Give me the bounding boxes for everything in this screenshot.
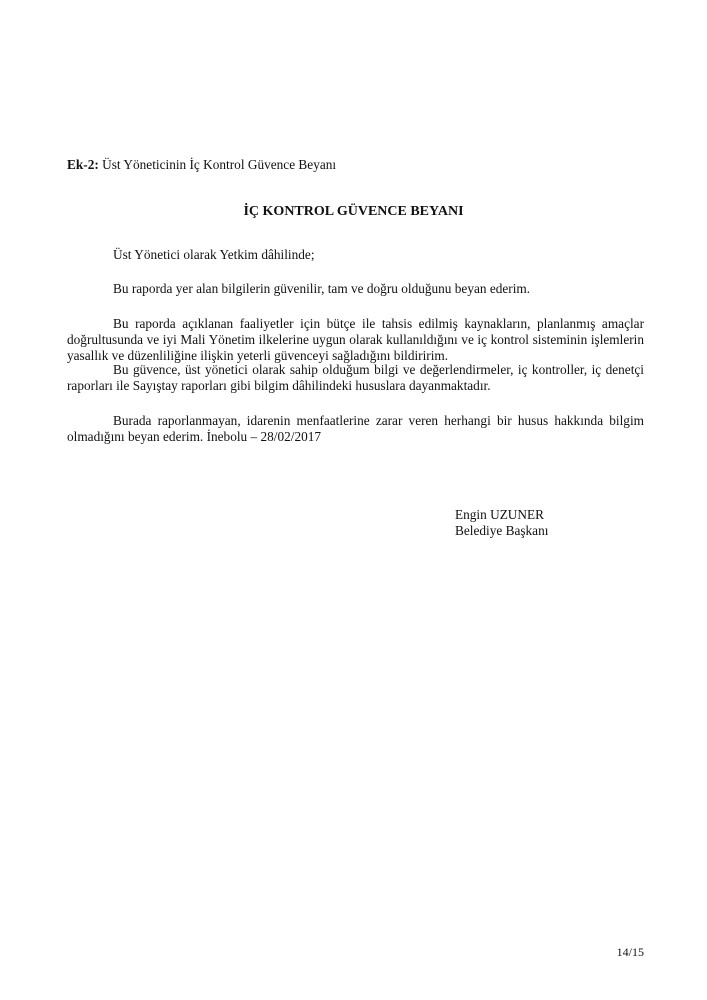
paragraph-1: Üst Yönetici olarak Yetkim dâhilinde; [113, 247, 315, 262]
annex-heading [67, 157, 336, 173]
paragraph-5: Burada raporlanmayan, idarenin menfaatlerine zarar veren herhangi bir husus hakkında bilgim olmadığını beyan ederim. İnebolu – 28/02/2017 [67, 413, 644, 444]
annex-title: Üst Yöneticinin İç Kontrol Güvence Beyanı [98, 157, 337, 172]
signature-block [455, 507, 548, 539]
annex-label: Ek-2: [67, 157, 99, 172]
paragraph-2: Bu raporda yer alan bilgilerin güvenilir, tam ve doğru olduğunu beyan ederim. [113, 281, 531, 296]
paragraph-3: Bu raporda açıklanan faaliyetler için bütçe ile tahsis edilmiş kaynakların, planlanmış amaçlar doğrultusunda ve iyi Mali Yönetim ilkelerine uygun olarak kullanıldığını ve iç kontrol sisteminin işlemlerin yasallık ve düzenliliğine ilişkin yeterli güvenceyi sağladığını bildiririm. [67, 316, 644, 363]
signatory-name: Engin UZUNER [455, 507, 545, 522]
page-number: 14/15 [616, 945, 644, 959]
signatory-title: Belediye Başkanı [455, 523, 549, 538]
document-title: İÇ KONTROL GÜVENCE BEYANI [243, 204, 464, 219]
paragraph-4: Bu güvence, üst yönetici olarak sahip olduğum bilgi ve değerlendirmeler, iç kontroller, iç denetçi raporları ile Sayıştay raporları gibi bilgim dâhilindeki hususlara dayanmaktadır. [67, 362, 644, 393]
